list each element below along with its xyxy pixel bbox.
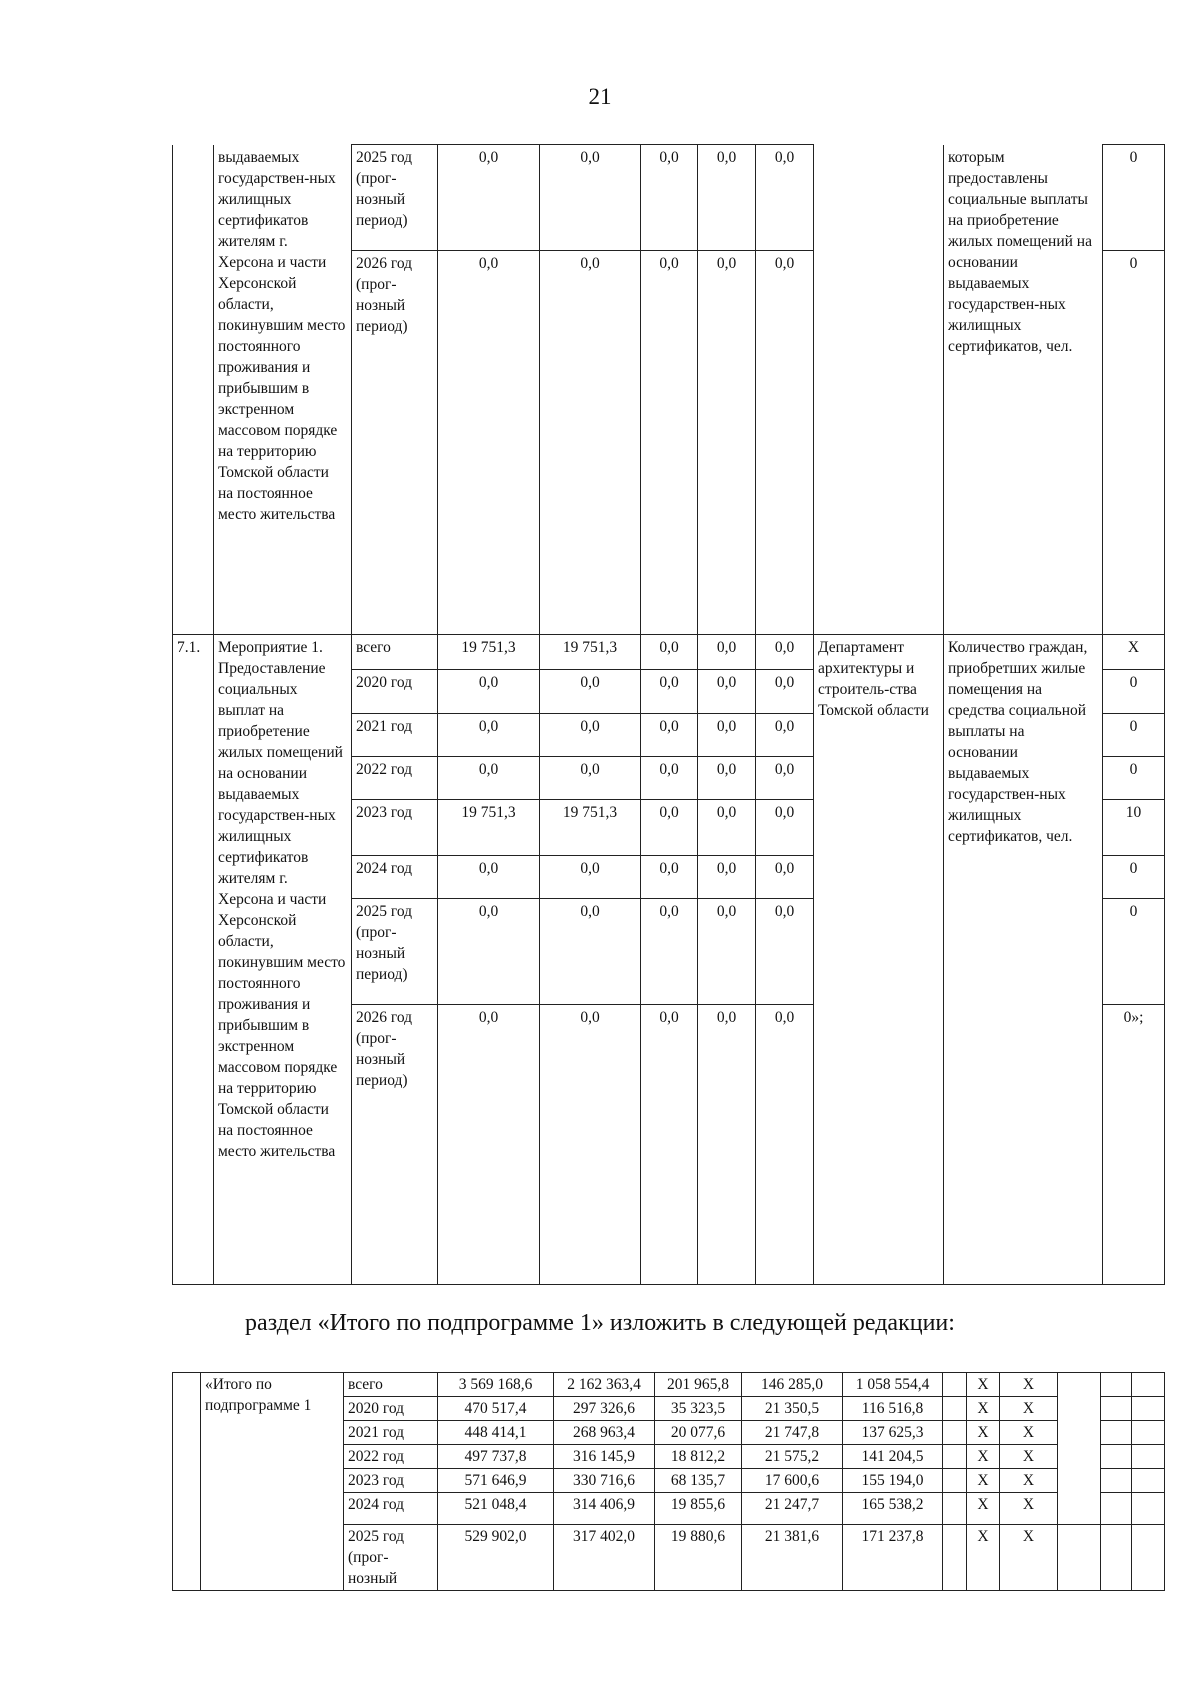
table-row: 2025 год (прог-нозный период) 0,0 0,0 0,0 0,0 0,0 0	[173, 899, 1165, 1005]
table-row: 2022 год 497 737,8 316 145,9 18 812,2 21 575,2 141 204,5 Х Х	[173, 1445, 1165, 1469]
page-number: 21	[588, 84, 612, 109]
table-row: 2026 год (прог-нозный период) 0,0 0,0 0,0 0,0 0,0 0	[173, 251, 1165, 635]
table-row: 2024 год 521 048,4 314 406,9 19 855,6 21 247,7 165 538,2 Х Х	[173, 1493, 1165, 1525]
table-row: 2026 год (прог-нозный период) 0,0 0,0 0,0 0,0 0,0 0»;	[173, 1005, 1165, 1285]
program-table	[172, 144, 1165, 1285]
table-row: 2021 год 448 414,1 268 963,4 20 077,6 21 747,8 137 625,3 Х Х	[173, 1421, 1165, 1445]
table-row: 2020 год 470 517,4 297 326,6 35 323,5 21 350,5 116 516,8 Х Х	[173, 1397, 1165, 1421]
table-row: 2022 год 0,0 0,0 0,0 0,0 0,0 0	[173, 757, 1165, 800]
table-row: 2025 год (прог-нозный 529 902,0 317 402,0 19 880,6 21 381,6 171 237,8 Х Х	[173, 1525, 1165, 1591]
table-row: 7.1. Мероприятие 1. Предоставление социальных выплат на приобретение жилых помещений на основании выдаваемых государствен-ных жилищных сертификатов жителям г. Херсона и части Херсонской области, покинувшим место постоянного проживания и прибывшим в экстренном массовом порядке на территорию Томской области на постоянное место жительства всего 19 751,3 19 751,3 0,0 0,0 0,0 Департамент архитектуры и строитель-ства Томской области Количество граждан, приобретших жилые помещения на средства социальной выплаты на основании выдаваемых государствен-ных жилищных сертификатов, чел. Х	[173, 635, 1165, 670]
indicator-name: которым предоставлены социальные выплаты на приобретение жилых помещений на основании выдаваемых государствен-ных жилищных сертификатов, чел.	[944, 145, 1103, 635]
table-row: «Итого по подпрограмме 1 всего 3 569 168,6 2 162 363,4 201 965,8 146 285,0 1 058 554,4 Х Х	[173, 1373, 1165, 1397]
table-row: выдаваемых государствен-ных жилищных сертификатов жителям г. Херсона и части Херсонской области, покинувшим место постоянного проживания и прибывшим в экстренном массовом порядке на территорию Томской области на постоянное место жительства 2025 год (прог-нозный период) 0,0 0,0 0,0 0,0 0,0 которым предоставлены социальные выплаты на приобретение жилых помещений на основании выдаваемых государствен-ных жилищных сертификатов, чел. 0	[173, 145, 1165, 251]
table-row: 2024 год 0,0 0,0 0,0 0,0 0,0 0	[173, 856, 1165, 899]
measure-number: 7.1.	[173, 635, 214, 1285]
executor-name: Департамент архитектуры и строитель-ства Томской области	[814, 635, 944, 1285]
measure-name: выдаваемых государствен-ных жилищных сертификатов жителям г. Херсона и части Херсонской области, покинувшим место постоянного проживания и прибывшим в экстренном массовом порядке на территорию Томской области на постоянное место жительства	[214, 145, 352, 635]
table-row: 2023 год 571 646,9 330 716,6 68 135,7 17 600,6 155 194,0 Х Х	[173, 1469, 1165, 1493]
table-row: 2023 год 19 751,3 19 751,3 0,0 0,0 0,0 10	[173, 800, 1165, 856]
totals-name: «Итого по подпрограмме 1	[201, 1373, 344, 1591]
indicator-name: Количество граждан, приобретших жилые помещения на средства социальной выплаты на основании выдаваемых государствен-ных жилищных сертификатов, чел.	[944, 635, 1103, 1285]
table-row: 2021 год 0,0 0,0 0,0 0,0 0,0 0	[173, 714, 1165, 757]
table-row: 2020 год 0,0 0,0 0,0 0,0 0,0 0	[173, 670, 1165, 714]
section-caption: раздел «Итого по подпрограмме 1» изложить в следующей редакции:	[245, 1310, 955, 1336]
totals-table	[172, 1372, 1165, 1591]
measure-name: Мероприятие 1. Предоставление социальных выплат на приобретение жилых помещений на основании выдаваемых государствен-ных жилищных сертификатов жителям г. Херсона и части Херсонской области, покинувшим место постоянного проживания и прибывшим в экстренном массовом порядке на территорию Томской области на постоянное место жительства	[214, 635, 352, 1285]
